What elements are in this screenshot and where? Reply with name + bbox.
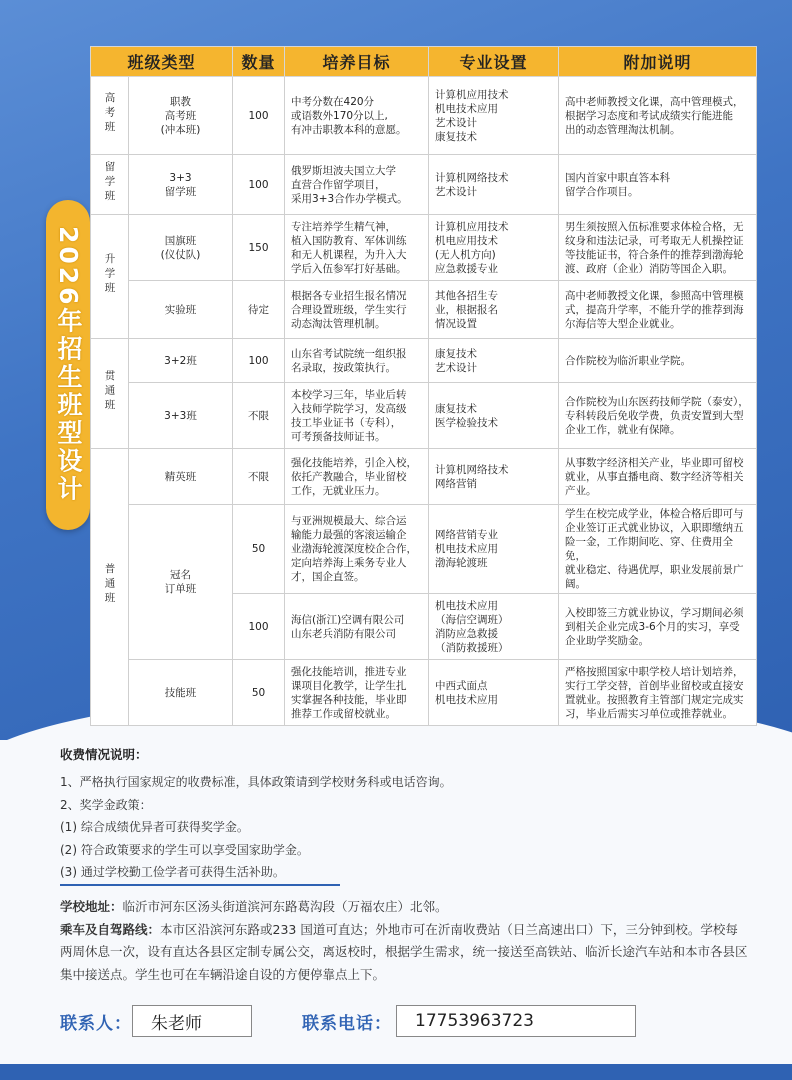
quantity: 待定	[233, 281, 285, 339]
contact-person-box	[132, 1005, 252, 1037]
goal: 俄罗斯坦波夫国立大学 直营合作留学项目， 采用3+3合作办学模式。	[285, 155, 429, 215]
major: 康复技术 艺术设计	[429, 339, 559, 383]
note: 高中老师教授文化课，参照高中管理模 式，提高升学率，不能升学的推荐到海 尔海信等大型企业就业。	[559, 281, 757, 339]
bottom-bar	[0, 1064, 792, 1080]
major: 机电技术应用 （海信空调班） 消防应急救援 （消防救援班）	[429, 594, 559, 660]
class-name: 3+3班	[129, 383, 233, 449]
header-class-type: 班级类型	[91, 47, 233, 77]
fees-line: (1) 综合成绩优异者可获得奖学金。	[60, 820, 249, 834]
goal: 专注培养学生精气神， 植入国防教育、军体训练 和无人机课程，为升入大 学后入伍参军打好基础。	[285, 215, 429, 281]
header-goal: 培养目标	[285, 47, 429, 77]
header-major: 专业设置	[429, 47, 559, 77]
quantity: 100	[233, 594, 285, 660]
major: 网络营销专业 机电技术应用 渤海轮渡班	[429, 505, 559, 594]
note: 入校即签三方就业协议，学习期间必须 到相关企业完成3-6个月的实习，享受 企业助学奖励金。	[559, 594, 757, 660]
contact-row	[60, 1004, 636, 1038]
category-cell: 留学班	[91, 155, 129, 215]
goal: 海信(浙江)空调有限公司 山东老兵消防有限公司	[285, 594, 429, 660]
table-row	[91, 339, 757, 383]
fees-section	[60, 745, 750, 884]
quantity: 100	[233, 77, 285, 155]
address-line	[60, 896, 748, 919]
note: 学生在校完成学业，体检合格后即可与 企业签订正式就业协议，入职即缴纳五 险一金，工作期间吃、穿、住费用全免， 就业稳定、待遇优厚，职业发展前景广 阔。	[559, 505, 757, 594]
route-label: 乘车及自驾路线：	[60, 921, 161, 937]
route-text: 本市区沿滨河东路或233 国道可直达；外地市可在沂南收费站（日兰高速出口）下，三分钟到校。学校每两周休息一次，设有直达各县区定制专属公交，离返校时，根据学生需求，统一接送至高铁站、临沂长途汽车站和本市各县区集中接送点。学生也可在车辆沿途自设的方便停靠点上下。	[60, 921, 748, 982]
class-name: 技能班	[129, 660, 233, 726]
quantity: 50	[233, 660, 285, 726]
note: 从事数字经济相关产业，毕业即可留校 就业，从事直播电商、数字经济等相关 产业。	[559, 449, 757, 505]
quantity: 150	[233, 215, 285, 281]
fees-line: 1、严格执行国家规定的收费标准，具体政策请到学校财务科或电话咨询。	[60, 775, 452, 789]
goal: 山东省考试院统一组织报 名录取，按政策执行。	[285, 339, 429, 383]
major: 其他各招生专 业，根据报名 情况设置	[429, 281, 559, 339]
fees-title: 收费情况说明：	[60, 747, 148, 762]
category-cell: 升学班	[91, 215, 129, 339]
major: 计算机网络技术 艺术设计	[429, 155, 559, 215]
fees-line: (3) 通过学校勤工俭学者可获得生活补助。	[60, 865, 285, 879]
header-note: 附加说明	[559, 47, 757, 77]
class-name: 精英班	[129, 449, 233, 505]
goal: 强化技能培养，引企入校， 依托产教融合，毕业留校 工作，无就业压力。	[285, 449, 429, 505]
section-divider	[60, 884, 340, 886]
address-section	[60, 896, 748, 986]
table-row	[91, 383, 757, 449]
table-row	[91, 449, 757, 505]
major: 中西式面点 机电技术应用	[429, 660, 559, 726]
table-header-row	[91, 47, 757, 77]
quantity: 100	[233, 339, 285, 383]
side-title: 2026年招生班型设计	[54, 226, 83, 504]
contact-phone-box	[396, 1005, 636, 1037]
table-row	[91, 281, 757, 339]
route-line	[60, 919, 748, 987]
note: 合作院校为临沂职业学院。	[559, 339, 757, 383]
major: 计算机应用技术 机电技术应用 艺术设计 康复技术	[429, 77, 559, 155]
side-title-tag	[46, 200, 90, 530]
note: 严格按照国家中职学校人培计划培养， 实行工学交替，首创毕业留校或直接安 置就业。按照教育主管部门规定完成实 习，毕业后需实习单位或推荐就业。	[559, 660, 757, 726]
contact-person: 朱老师	[151, 1013, 202, 1034]
major: 康复技术 医学检验技术	[429, 383, 559, 449]
class-plan-table	[90, 46, 757, 726]
class-name: 国旗班 (仪仗队)	[129, 215, 233, 281]
class-name: 冠名 订单班	[129, 505, 233, 660]
class-name: 3+2班	[129, 339, 233, 383]
contact-phone[interactable]: 17753963723	[415, 1011, 534, 1031]
category-cell: 贯通班	[91, 339, 129, 449]
fees-line: (2) 符合政策要求的学生可以享受国家助学金。	[60, 842, 309, 857]
quantity: 50	[233, 505, 285, 594]
goal: 强化技能培训，推进专业 课项目化教学，让学生扎 实掌握各种技能，毕业即 推荐工作或留校就业。	[285, 660, 429, 726]
address-label: 学校地址：	[60, 899, 123, 914]
contact-person-label: 联系人：	[60, 1013, 132, 1034]
table-row	[91, 155, 757, 215]
note: 国内首家中职直答本科 留学合作项目。	[559, 155, 757, 215]
major: 计算机应用技术 机电应用技术 (无人机方向) 应急救援专业	[429, 215, 559, 281]
class-name: 3+3 留学班	[129, 155, 233, 215]
category-cell: 普通班	[91, 449, 129, 726]
table-row	[91, 660, 757, 726]
goal: 中考分数在420分 或语数外170分以上, 有冲击职教本科的意愿。	[285, 77, 429, 155]
header-quantity: 数量	[233, 47, 285, 77]
table-row	[91, 77, 757, 155]
quantity: 100	[233, 155, 285, 215]
quantity: 不限	[233, 449, 285, 505]
note: 高中老师教授文化课，高中管理模式， 根据学习态度和考试成绩实行能进能 出的动态管理淘汰机制。	[559, 77, 757, 155]
fees-line: 2、奖学金政策：	[60, 797, 152, 812]
address-text: 临沂市河东区汤头街道滨河东路葛沟段（万福农庄）北邻。	[122, 899, 448, 914]
table-row	[91, 505, 757, 594]
note: 合作院校为山东医药技师学院（泰安）， 专科转段后免收学费，负责安置到大型 企业工作，就业有保障。	[559, 383, 757, 449]
goal: 根据各专业招生报名情况 合理设置班级，学生实行 动态淘汰管理机制。	[285, 281, 429, 339]
note: 男生须按照入伍标准要求体检合格，无 纹身和违法记录，可考取无人机操控证 等技能证书，符合条件的推荐到渤海轮 渡、政府（企业）消防等国企入职。	[559, 215, 757, 281]
table-row	[91, 215, 757, 281]
goal: 与亚洲规模最大、综合运 输能力最强的客滚运输企 业渤海轮渡深度校企合作， 定向培养海上乘务专业人 才，国企直签。	[285, 505, 429, 594]
major: 计算机网络技术 网络营销	[429, 449, 559, 505]
contact-phone-label: 联系电话：	[302, 1013, 392, 1034]
quantity: 不限	[233, 383, 285, 449]
goal: 本校学习三年，毕业后转 入技师学院学习，发高级 技工毕业证书（专科）， 可考预备技师证书。	[285, 383, 429, 449]
class-name: 职教 高考班 (冲本班)	[129, 77, 233, 155]
class-name: 实验班	[129, 281, 233, 339]
category-cell: 高考班	[91, 77, 129, 155]
